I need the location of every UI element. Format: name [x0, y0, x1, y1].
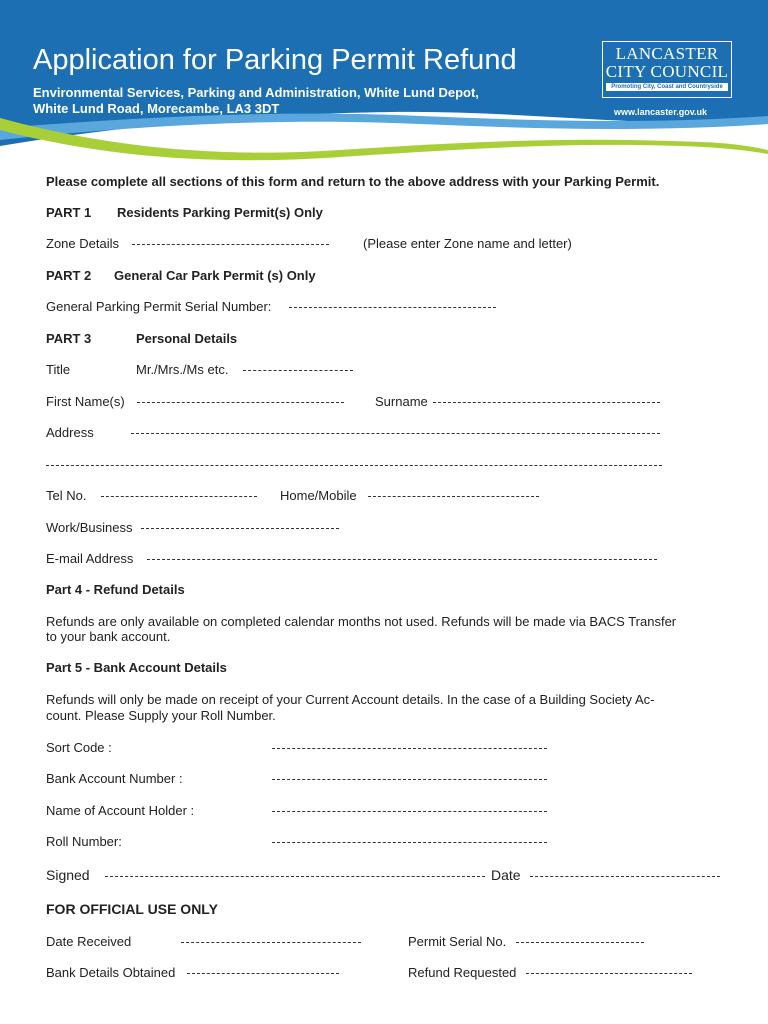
permit-serial-label: Permit Serial No.	[408, 934, 507, 949]
zone-details-label: Zone Details	[46, 236, 119, 251]
part2-number: PART 2	[46, 268, 92, 283]
date-label: Date	[491, 867, 521, 883]
account-number-label: Bank Account Number :	[46, 771, 183, 786]
signed-label: Signed	[46, 867, 90, 883]
part1-title: Residents Parking Permit(s) Only	[117, 205, 323, 220]
date-field[interactable]	[530, 876, 720, 878]
home-mobile-label: Home/Mobile	[280, 488, 357, 503]
part3-title: Personal Details	[136, 331, 238, 346]
part4-text-line-2: to your bank account.	[46, 629, 171, 644]
title-label: Title	[46, 362, 71, 377]
sort-code-label: Sort Code :	[46, 740, 112, 755]
part3-number: PART 3	[46, 331, 92, 346]
zone-details-field[interactable]	[132, 244, 329, 246]
website-url: www.lancaster.gov.uk	[614, 107, 708, 117]
zone-details-hint: (Please enter Zone name and letter)	[363, 236, 572, 251]
part5-text-line-1: Refunds will only be made on receipt of your Current Account details. In the case of a Building Society Ac-	[46, 692, 655, 707]
title-hint: Mr./Mrs./Ms etc.	[136, 362, 229, 377]
account-number-field[interactable]	[272, 779, 547, 781]
part4-text-line-1: Refunds are only available on completed calendar months not used. Refunds will be made via BACS Transfer	[46, 614, 677, 629]
part4-title: Part 4 - Refund Details	[46, 582, 185, 597]
official-use-heading: FOR OFFICIAL USE ONLY	[46, 901, 218, 917]
date-received-field[interactable]	[181, 942, 361, 944]
roll-number-label: Roll Number:	[46, 834, 122, 849]
part2-title: General Car Park Permit (s) Only	[114, 268, 316, 283]
email-label: E-mail Address	[46, 551, 134, 566]
tel-label: Tel No.	[46, 488, 87, 503]
title-field[interactable]	[243, 370, 353, 372]
date-received-label: Date Received	[46, 934, 132, 949]
work-business-field[interactable]	[141, 528, 339, 530]
part5-title: Part 5 - Bank Account Details	[46, 660, 227, 675]
signature-field[interactable]	[105, 876, 485, 878]
work-business-label: Work/Business	[46, 520, 133, 535]
refund-requested-field[interactable]	[526, 973, 692, 975]
address-field-line-2[interactable]	[46, 465, 662, 467]
email-field[interactable]	[147, 559, 657, 561]
address-field-line-1[interactable]	[131, 433, 660, 435]
permit-serial-field[interactable]	[516, 942, 644, 944]
first-name-field[interactable]	[137, 402, 344, 404]
surname-field[interactable]	[433, 402, 660, 404]
bank-details-label: Bank Details Obtained	[46, 965, 176, 980]
first-name-label: First Name(s)	[46, 394, 125, 409]
page-title: Application for Parking Permit Refund	[33, 44, 517, 76]
part1-number: PART 1	[46, 205, 92, 220]
serial-number-field[interactable]	[289, 307, 496, 309]
part5-text-line-2: count. Please Supply your Roll Number.	[46, 708, 276, 723]
logo-tagline: Promoting City, Coast and Countryside	[606, 83, 728, 91]
tel-field[interactable]	[101, 496, 257, 498]
address-label: Address	[46, 425, 94, 440]
roll-number-field[interactable]	[272, 842, 547, 844]
home-mobile-field[interactable]	[368, 496, 539, 498]
account-holder-label: Name of Account Holder :	[46, 803, 195, 818]
header-banner	[0, 0, 768, 165]
logo-line-1: LANCASTER	[615, 44, 719, 63]
address-line-1: Environmental Services, Parking and Administration, White Lund Depot,	[33, 85, 479, 100]
surname-label: Surname	[375, 394, 428, 409]
intro-text: Please complete all sections of this form and return to the above address with your Parking Permit.	[46, 174, 660, 189]
serial-number-label: General Parking Permit Serial Number:	[46, 299, 272, 314]
account-holder-field[interactable]	[272, 811, 547, 813]
bank-details-field[interactable]	[187, 973, 339, 975]
address-line-2: White Lund Road, Morecambe, LA3 3DT	[33, 101, 280, 116]
council-logo	[602, 41, 732, 98]
logo-line-2: CITY COUNCIL	[605, 62, 729, 81]
refund-requested-label: Refund Requested	[408, 965, 517, 980]
sort-code-field[interactable]	[272, 748, 547, 750]
